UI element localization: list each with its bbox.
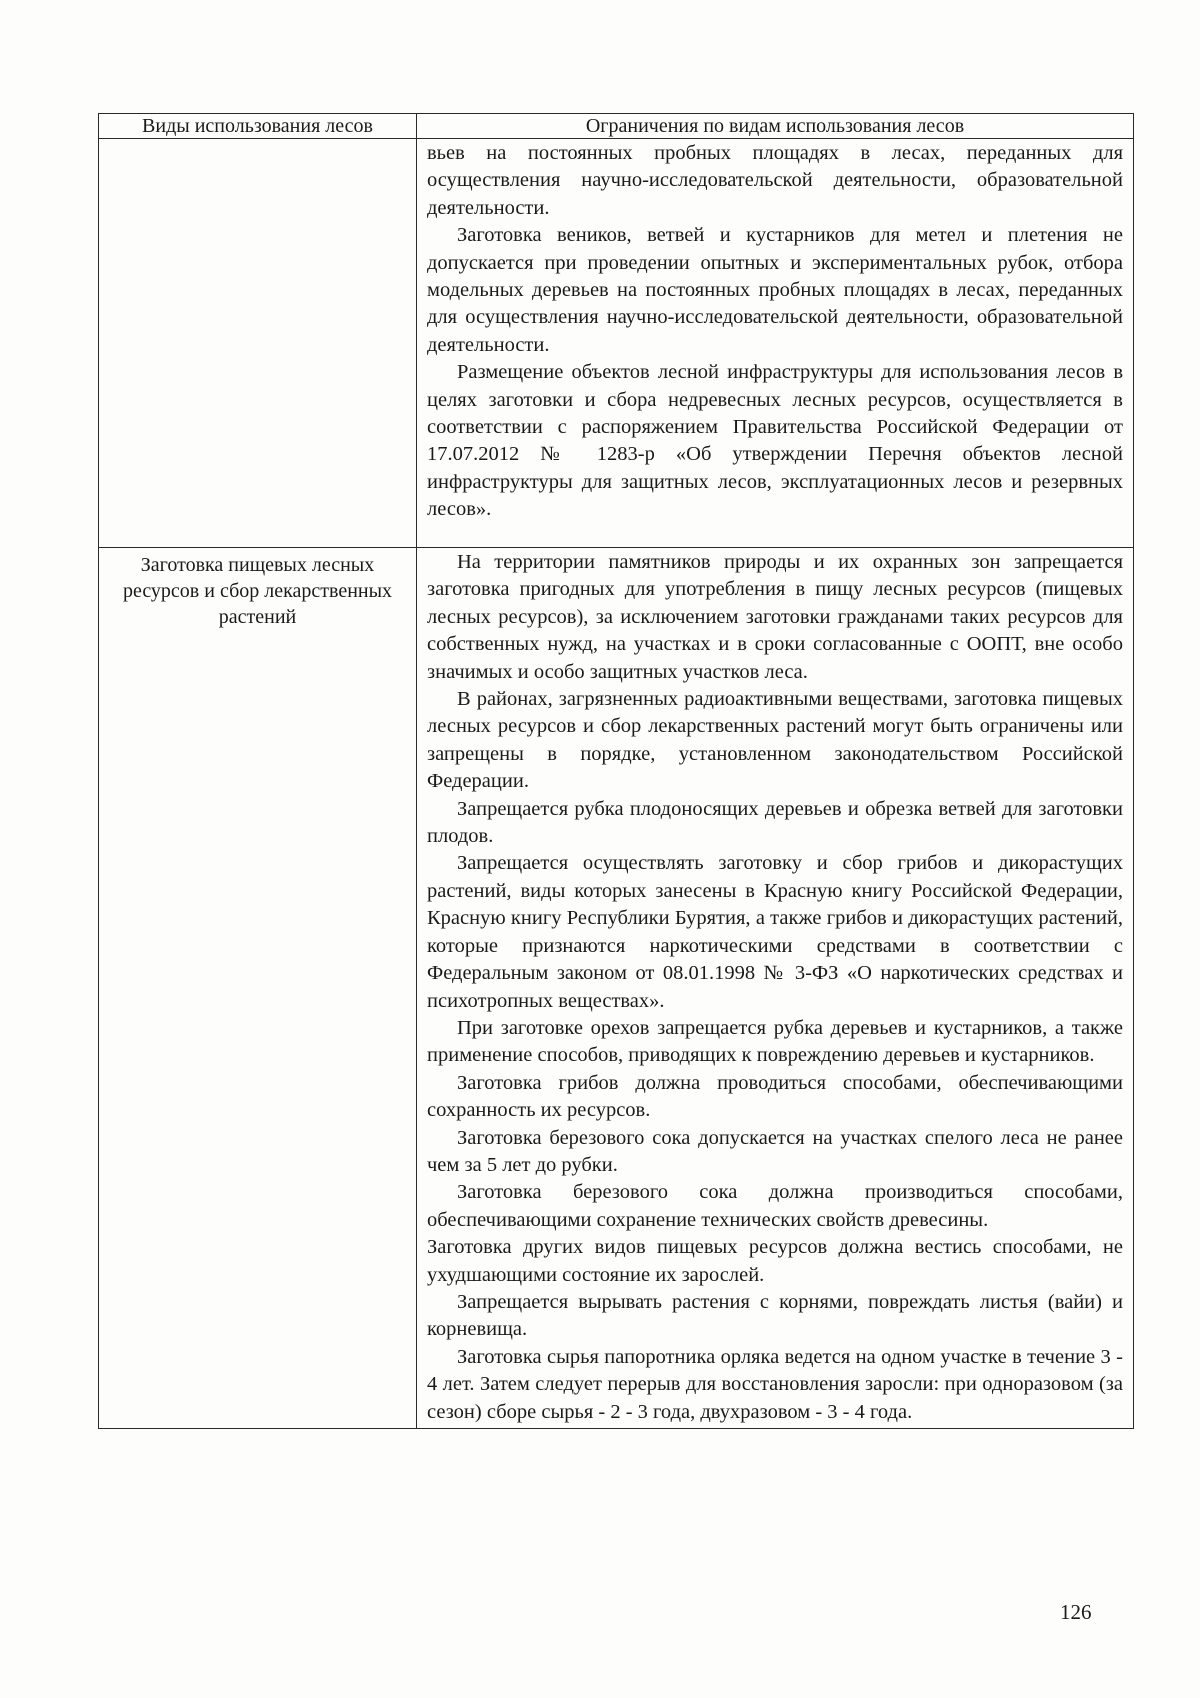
row1-restrictions (417, 139, 1134, 548)
paragraph: В районах, загрязненных радиоактивными веществами, заготовка пищевых лесных ресурсов и сбор лекарственных растений могут быть ограничены или запрещены в порядке, установленном законодательством Российской Федерации. (427, 688, 1123, 793)
paragraph: Размещение объектов лесной инфраструктуры для использования лесов в целях заготовки и сбора недревесных лесных ресурсов, осуществляется в соответствии с распоряжением Правительства Российской Федерации от 17.07.2012 № 1283-р «Об утверждении Перечня объектов лесной инфраструктуры для защитных лесов, эксплуатационных лесов и резервных лесов». (427, 361, 1123, 521)
paragraph: Заготовка грибов должна проводиться способами, обеспечивающими сохранность их ресурсов. (427, 1071, 1123, 1122)
row2-restrictions (417, 548, 1134, 1429)
column-header-forest-use-types: Виды использования лесов (99, 114, 417, 139)
paragraph: Заготовка березового сока должна производиться способами, обеспечивающими сохранение технических свойств древесины. (427, 1181, 1123, 1231)
paragraph: Запрещается вырывать растения с корнями, повреждать листья (вайи) и корневища. (427, 1290, 1123, 1341)
forest-use-restrictions-table (98, 113, 1134, 1429)
paragraph: Заготовка сырья папоротника орляка ведется на одном участке в течение 3 - 4 лет. Затем следует перерыв для восстановления заросли: при одноразовом (за сезон) сборе сырья - 2 - 3 года, двухразовом - 3 - 4 года. (427, 1345, 1123, 1423)
row1-forest-use-type (99, 139, 417, 548)
paragraph: вьев на постоянных пробных площадях в лесах, переданных для осуществления научно-исследовательской деятельности, образовательной деятельности. (427, 142, 1123, 219)
column-header-restrictions: Ограничения по видам использования лесов (417, 114, 1134, 139)
paragraph: Запрещается рубка плодоносящих деревьев и обрезка ветвей для заготовки плодов. (427, 797, 1123, 848)
paragraph: Заготовка веников, ветвей и кустарников для метел и плетения не допускается при проведении опытных и экспериментальных рубок, отбора модельных деревьев на постоянных пробных площадях в лесах, переданных для осуществления научно-исследовательской деятельности, образовательной деятельности. (427, 224, 1123, 356)
paragraph: На территории памятников природы и их охранных зон запрещается заготовка пригодных для употребления в пищу лесных ресурсов (пищевых лесных ресурсов), за исключением заготовки гражданами таких ресурсов для собственных нужд, на участках и в сроки согласованные с ООПТ, вне особо значимых и особо защитных участков леса. (427, 551, 1123, 683)
table-row (99, 139, 1134, 548)
row2-forest-use-type: Заготовка пищевых лесных ресурсов и сбор лекарственных растений (99, 548, 417, 1429)
page-number: 126 (1060, 1600, 1092, 1624)
paragraph: Запрещается осуществлять заготовку и сбор грибов и дикорастущих растений, виды которых занесены в Красную книгу Российской Федерации, Красную книгу Республики Бурятия, а также грибов и дикорастущих растений, которые признаются наркотическими средствами в соответствии с Федеральным законом от 08.01.1998 № 3-ФЗ «О наркотических средствах и психотропных веществах». (427, 852, 1123, 1012)
table-row (99, 548, 1134, 1429)
paragraph: При заготовке орехов запрещается рубка деревьев и кустарников, а также применение способов, приводящих к повреждению деревьев и кустарников. (427, 1016, 1123, 1067)
table-header-row (99, 114, 1134, 139)
paragraph: Заготовка березового сока допускается на участках спелого леса не ранее чем за 5 лет до рубки. (427, 1126, 1123, 1176)
paragraph: Заготовка других видов пищевых ресурсов должна вестись способами, не ухудшающими состояние их зарослей. (427, 1236, 1123, 1286)
